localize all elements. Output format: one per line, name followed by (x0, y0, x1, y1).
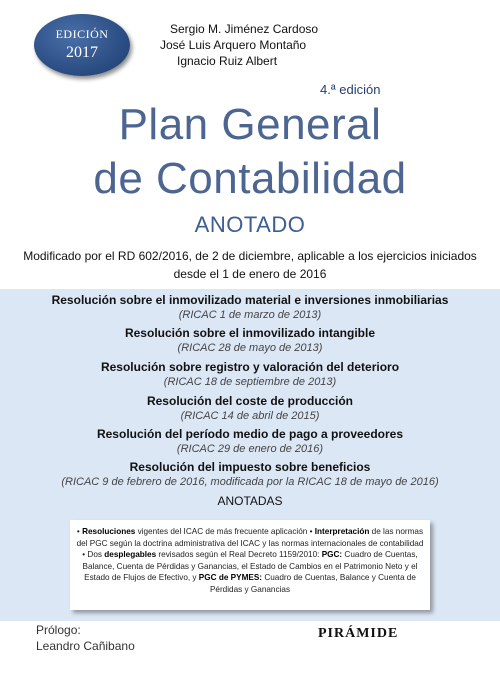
infobox-text-4: Cuadro de Cuentas, Balance, Cuenta de Pérdidas y Ganancias, el Estado de Cambios en el Patrimonio Neto y el Estado de Flujos de Efectivo, y (82, 550, 418, 582)
resolution-title: Resolución sobre el inmovilizado material e inversiones inmobiliarias (51, 293, 449, 307)
resolution-title: Resolución del coste de producción (146, 394, 354, 408)
resolution-item (0, 459, 500, 490)
resolution-item (0, 292, 500, 323)
author-1: Sergio M. Jiménez Cardoso (170, 22, 319, 36)
infobox-text-3: revisados según el Real Decreto 1159/2010: (156, 550, 322, 559)
resolution-title: Resolución del período medio de pago a proveedores (96, 427, 404, 441)
title-line-2: de Contabilidad (93, 154, 407, 203)
contents-box (70, 520, 430, 610)
badge-label: EDICIÓN (55, 27, 109, 41)
infobox-text-1: vigentes del ICAC de más frecuente aplicación • (135, 527, 315, 536)
modification-note (20, 247, 480, 283)
infobox-bold-2: Interpretación (314, 527, 370, 536)
infobox-bold-3: desplegables (104, 550, 157, 559)
resolution-title: Resolución sobre el inmovilizado intangible (124, 326, 376, 340)
author-2: José Luis Arquero Montaño (160, 38, 307, 52)
author-3: Ignacio Ruiz Albert (177, 54, 278, 68)
badge-year: 2017 (66, 44, 98, 61)
prologue-label: Prólogo: (36, 623, 81, 637)
infobox-text-2: de las normas del PGC según la doctrina administrativa del ICAC y las normas internacionales de contabilidad • Dos (76, 527, 424, 559)
annotated-label: ANOTADAS (217, 494, 283, 508)
publisher-logo: PIRÁMIDE (318, 626, 399, 641)
resolution-title: Resolución sobre registro y valoración del deterioro (100, 360, 400, 374)
modification-line-2: desde el 1 de enero de 2016 (173, 267, 327, 281)
edition-badge (34, 14, 130, 76)
resolution-ref: (RICAC 18 de septiembre de 2013) (163, 376, 337, 388)
resolution-item (0, 325, 500, 356)
resolution-item (0, 393, 500, 424)
infobox-bold-4: PGC: (321, 550, 343, 559)
prologue-credit (36, 622, 135, 654)
infobox-text-5: Cuadro de Cuentas, Balance y Cuenta de Pérdidas y Ganancias (209, 573, 416, 594)
resolution-ref: (RICAC 28 de mayo de 2013) (177, 342, 323, 354)
authors (160, 21, 360, 69)
subtitle: ANOTADO (194, 212, 306, 237)
modification-line-1: Modificado por el RD 602/2016, de 2 de diciembre, aplicable a los ejercicios iniciados (23, 249, 477, 263)
resolution-item (0, 426, 500, 457)
resolution-ref: (RICAC 14 de abril de 2015) (180, 410, 320, 422)
infobox-bold-5: PGC de PYMES: (198, 573, 263, 582)
resolution-ref: (RICAC 29 de enero de 2016) (176, 443, 324, 455)
bullet: • (76, 527, 83, 536)
resolution-ref: (RICAC 9 de febrero de 2016, modificada por la RICAC 18 de mayo de 2016) (61, 476, 439, 488)
resolution-ref: (RICAC 1 de marzo de 2013) (178, 309, 322, 321)
edition-number: 4.ª edición (320, 82, 381, 97)
resolution-item (0, 359, 500, 390)
prologue-author: Leandro Cañibano (36, 639, 135, 653)
infobox-bold-1: Resoluciones (82, 527, 136, 536)
resolution-title: Resolución del impuesto sobre beneficios (129, 460, 371, 474)
title-line-1: Plan General (118, 100, 382, 149)
